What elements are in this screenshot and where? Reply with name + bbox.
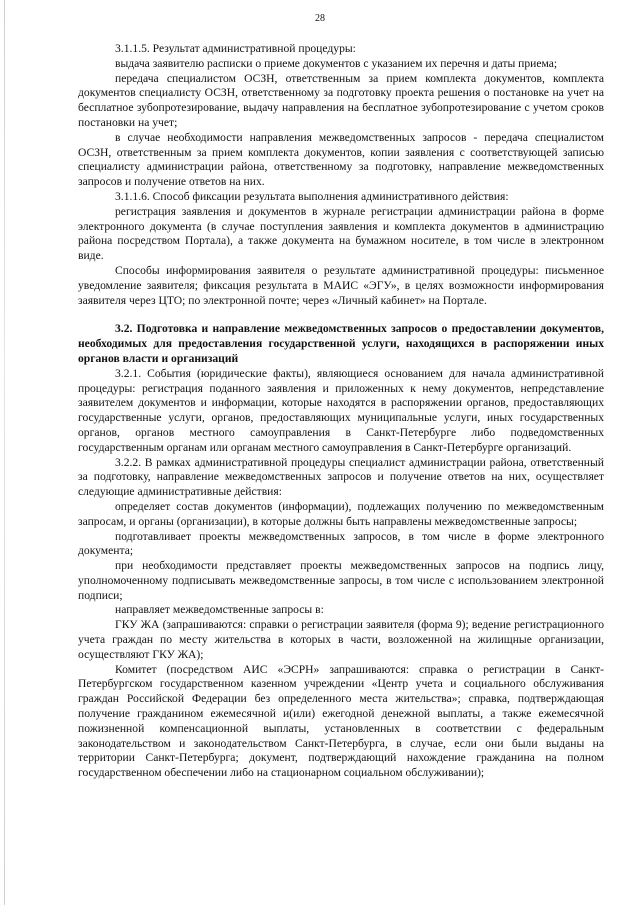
- paragraph: выдача заявителю расписки о приеме документов с указанием их перечня и даты приема;: [115, 56, 558, 70]
- list-item: при необходимости представляет проекты межведомственных запросов на подпись лицу, уполномоченному подписывать межведомственные запросы, в том числе с использованием электронной подписи;: [78, 559, 604, 602]
- list-item: ГКУ ЖА (запрашиваются: справки о регистрации заявителя (форма 9); ведение регистрационного учета граждан по месту жительства в которых в части, возложенной на жилищные организации, осуществляют ГКУ ЖА);: [78, 618, 604, 661]
- paragraph-3-1-1-6: 3.1.1.6. Способ фиксации результата выполнения административного действия:: [115, 189, 509, 203]
- paragraph: в случае необходимости направления межведомственных запросов - передача специалистом ОСЗН, ответственным за прием комплекта документов, копии заявления с соответствующей записью специалисту администрации района, ответственному за подготовку, направление межведомственных запросов и получение ответов на них.: [78, 130, 604, 189]
- paragraph-3-1-1-5: 3.1.1.5. Результат административной процедуры:: [115, 42, 356, 55]
- paragraph-3-2-2: 3.2.2. В рамках административной процедуры специалист администрации района, ответственный за подготовку, направление межведомственных запросов и получение ответов на них, осуществляет следующие административные действия:: [78, 455, 604, 499]
- list-item: направляет межведомственные запросы в:: [115, 603, 324, 617]
- paragraph: передача специалистом ОСЗН, ответственным за прием комплекта документов, комплекта документов специалисту ОСЗН, ответственному за подготовку проекта решения о постановке на учет на бесплатное зубопротезирование, выдачу направления на бесплатное зубопротезирование с учетом сроков постановки на учет;: [78, 71, 604, 129]
- document-body: [78, 42, 604, 781]
- paragraph: регистрация заявления и документов в журнале регистрации администрации района в форме электронного документа (в случае поступления заявления и комплекта документов в администрацию района посредством Портала), а также документа на бумажном носителе, в том числе в электронном виде.: [78, 204, 604, 263]
- page-number: 28: [315, 13, 325, 24]
- scan-edge-line: [4, 0, 5, 905]
- list-item: подготавливает проекты межведомственных запросов, в том числе в форме электронного документа;: [78, 529, 604, 558]
- list-item: Комитет (посредством АИС «ЭСРН» запрашиваются: справка о регистрации в Санкт-Петербургском государственном казенном учреждении «Центр учета и социального обслуживания граждан Российской Федерации без определенного места жительства»; справка, подтверждающая получение гражданином ежемесячной и(или) ежегодной денежной выплаты, а также ежемесячной пожизненной компенсационной выплаты, установленных в соответствии с федеральным законодательством и законодательством Санкт-Петербурга, в случае, если они были выданы на территории Санкт-Петербурга; документ, подтверждающий нахождение гражданина на полном государственном обеспечении либо на стационарном социальном обслуживании);: [78, 662, 604, 780]
- section-heading-3-2: 3.2. Подготовка и направление межведомственных запросов о предоставлении документов, необходимых для предоставления государственной услуги, находящихся в распоряжении иных органов власти и организаций: [78, 322, 604, 365]
- paragraph-3-2-1: 3.2.1. События (юридические факты), являющиеся основанием для начала административной процедуры: регистрация поданного заявления и приложенных к нему документов, непредставление заявителем документов и информации, которые находятся в распоряжении органов, предоставляющих государственные услуги, органов, предоставляющих муниципальные услуги, иных государственных органов, органов местного самоуправления в Санкт-Петербурге либо подведомственных государственным органам или органам местного самоуправления в Санкт-Петербурге организаций.: [78, 366, 604, 454]
- paragraph: Способы информирования заявителя о результате административной процедуры: письменное уведомление заявителя; фиксация результата в МАИС «ЭГУ», в целях возможности информирования заявителя через ЦТО; по электронной почте; через «Личный кабинет» на Портале.: [78, 263, 604, 307]
- list-item: определяет состав документов (информации), подлежащих получению по межведомственным запросам, и органы (организации), в которые должны быть направлены межведомственные запросы;: [78, 499, 604, 528]
